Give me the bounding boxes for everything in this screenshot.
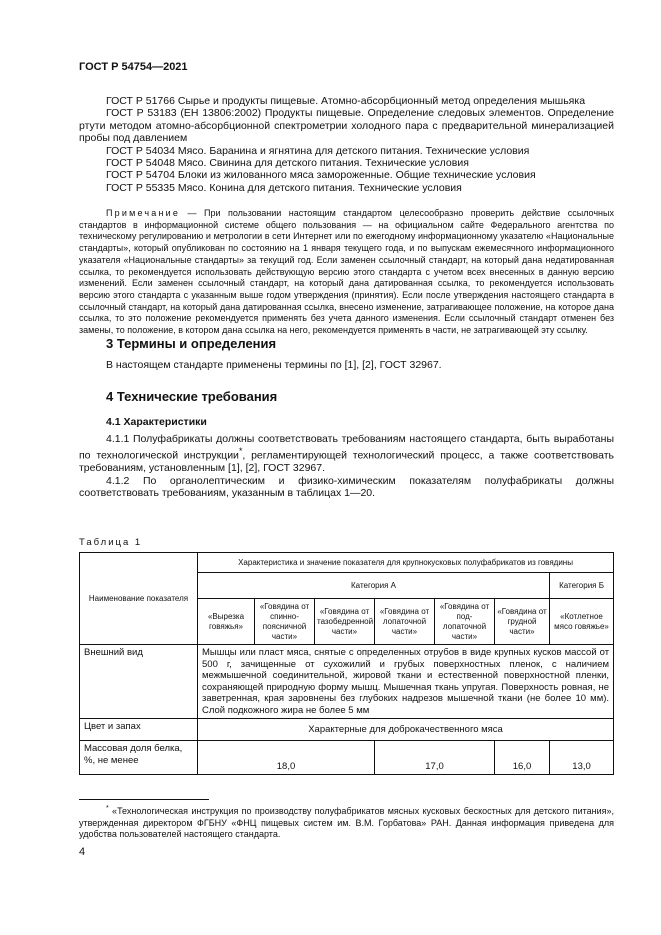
footnote-mark: *	[106, 805, 109, 812]
note-label: Примечание	[106, 208, 181, 218]
references-note	[79, 208, 614, 337]
footnote-text: «Технологическая инструкция по производству полуфабрикатов мясных кусковых бескостных для детского питания», утвержденная директором ФГБНУ «ФНЦ пищевых систем им. В.М. Горбатова» РАН. Данная информация приведена для удобства пользователей настоящего стандарта.	[79, 806, 614, 840]
column-header: «Говядина от спинно-поясничной части»	[255, 599, 315, 645]
column-header: «Вырезка говяжья»	[198, 599, 255, 645]
column-header: «Говядина от тазобедренной части»	[315, 599, 375, 645]
footnote-separator	[79, 799, 209, 800]
normative-references	[79, 95, 614, 194]
appearance-value: Мышцы или пласт мяса, снятые с определенных отрубов в виде крупных кусков массой от 500 г, зачищенные от сухожилий и грубых поверхностных пленок, с наличием межмышечной соединительной, жировой ткани и естественной поверхностной пленки, сохраняющей природную форму мышц. Мышечная ткань упругая. Поверхность ровная, не заветренная, края заровнены без глубоких надрезов мышечной ткани (не более 10 мм). Слой подкожного жира не более 5 мм	[198, 645, 614, 719]
section-4-body	[79, 433, 614, 500]
paragraph-4-1-2: 4.1.2 По органолептическим и физико-химическим показателям полуфабрикаты должны соответствовать требованиям, указанным в таблицах 1—20.	[79, 474, 614, 500]
section-4-heading: 4 Технические требования	[106, 389, 278, 404]
column-header: «Говядина от лопаточной части»	[375, 599, 435, 645]
section-3-heading: 3 Термины и определения	[106, 336, 277, 351]
subsection-4-1-heading: 4.1 Характеристики	[106, 416, 207, 428]
protein-value: 13,0	[550, 741, 614, 775]
reference-item: ГОСТ Р 54034 Мясо. Баранина и ягнятина для детского питания. Технические условия	[106, 144, 530, 157]
document-header: ГОСТ Р 54754—2021	[79, 61, 188, 73]
paragraph-4-1-1: 4.1.1 Полуфабрикаты должны соответствовать требованиям настоящего стандарта, быть выработаны по технологической инструкции*, регламентирующей технологический процесс, а также соответствовать требованиям, установленным [1], [2], ГОСТ 32967.	[79, 433, 615, 475]
indicator-column-header: Наименование показателя	[80, 553, 198, 645]
category-b-header: Категория Б	[550, 573, 614, 599]
row-label-color: Цвет и запах	[80, 719, 198, 741]
row-label-protein: Массовая доля белка, %, не менее	[80, 741, 198, 775]
reference-item: ГОСТ Р 54048 Мясо. Свинина для детского питания. Технические условия	[106, 157, 469, 170]
reference-item: ГОСТ Р 54704 Блоки из жилованного мяса замороженные. Общие технические условия	[106, 169, 536, 182]
reference-item: ГОСТ Р 53183 (ЕН 13806:2002) Продукты пищевые. Определение следовых элементов. Определение ртути методом атомно-абсорбционной спектрометрии холодного пара с предварительной минерализацией пробы под давлением	[79, 107, 614, 145]
column-header: «Котлетное мясо говяжье»	[550, 599, 614, 645]
page-number: 4	[79, 846, 86, 858]
protein-value: 17,0	[375, 741, 495, 775]
footnote	[79, 803, 614, 841]
reference-item: ГОСТ Р 55335 Мясо. Конина для детского питания. Технические условия	[106, 181, 462, 194]
row-label-appearance: Внешний вид	[80, 645, 198, 719]
section-3-text: В настоящем стандарте применены термины по [1], [2], ГОСТ 32967.	[106, 359, 442, 371]
protein-value: 16,0	[495, 741, 550, 775]
table-caption: Таблица 1	[79, 537, 143, 548]
protein-value: 18,0	[198, 741, 375, 775]
color-value: Характерные для доброкачественного мяса	[198, 719, 614, 741]
table-1	[79, 552, 614, 775]
category-a-header: Категория А	[198, 573, 550, 599]
reference-item: ГОСТ Р 51766 Сырье и продукты пищевые. Атомно-абсорбционный метод определения мышьяка	[106, 95, 586, 107]
note-text: — При пользовании настоящим стандартом целесообразно проверить действие ссылочных стандартов в информационной системе общего пользования — на официальном сайте Федерального агентства по техническому регулированию и метрологии в сети Интернет или по ежегодному информационному указателю «Национальные стандарты», который опубликован по состоянию на 1 января текущего года, и по выпускам ежемесячного информационного указателя «Национальные стандарты» за текущий год. Если заменен ссылочный стандарт, на который дана недатированная ссылка, то рекомендуется использовать действующую версию этого стандарта с учетом всех внесенных в данную версию изменений. Если заменен ссылочный стандарт, на который дана датированная ссылка, то рекомендуется использовать версию этого стандарта с указанным выше годом утверждения (принятия). Если после утверждения настоящего стандарта в ссылочный стандарт, на который дана датированная ссылка, внесено изменение, затрагивающее положение, на которое дана ссылка, то это положение рекомендуется применять без учета данного изменения. Если ссылочный стандарт отменен без замены, то положение, в котором дана ссылка на него, рекомендуется применять в части, не затрагивающей эту ссылку.	[79, 208, 614, 336]
group-header: Характеристика и значение показателя для крупнокусковых полуфабрикатов из говядины	[198, 553, 614, 573]
footnote-ref: *	[238, 446, 243, 457]
column-header: «Говядина от под-лопаточной части»	[435, 599, 495, 645]
column-header: «Говядина от грудной части»	[495, 599, 550, 645]
